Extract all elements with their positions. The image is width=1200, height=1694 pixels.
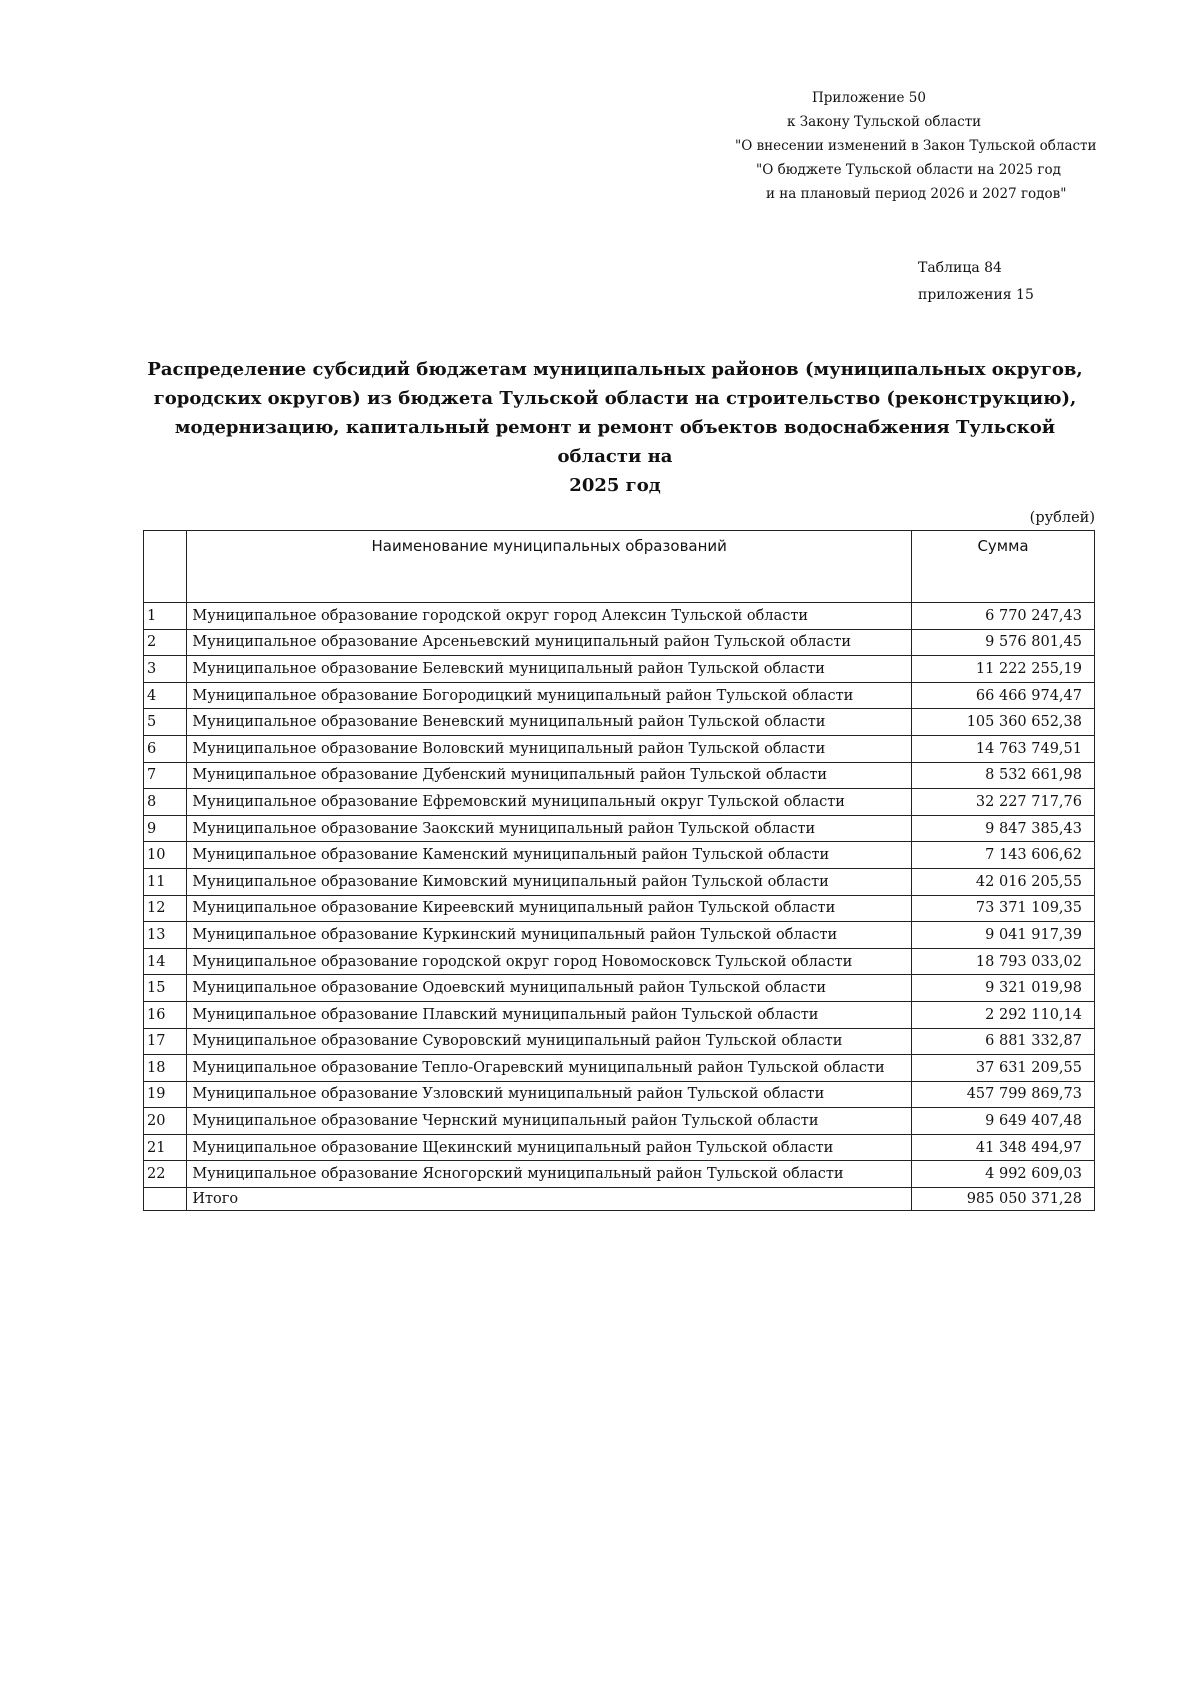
- table-row: [144, 603, 1095, 630]
- row-number: 5: [144, 709, 187, 736]
- table-reference: [918, 255, 1034, 309]
- title-line: 2025 год: [569, 475, 661, 496]
- row-sum: 37 631 209,55: [912, 1055, 1095, 1082]
- total-name: Итого: [187, 1188, 912, 1211]
- subsidy-table: [143, 530, 1095, 1211]
- appendix-note: [700, 86, 1120, 206]
- row-sum: 9 576 801,45: [912, 629, 1095, 656]
- row-sum: 9 847 385,43: [912, 815, 1095, 842]
- row-number: 7: [144, 762, 187, 789]
- row-sum: 8 532 661,98: [912, 762, 1095, 789]
- row-number: 19: [144, 1081, 187, 1108]
- row-sum: 9 041 917,39: [912, 922, 1095, 949]
- row-sum: 457 799 869,73: [912, 1081, 1095, 1108]
- row-name: Муниципальное образование Белевский муниципальный район Тульской области: [187, 656, 912, 683]
- row-name: Муниципальное образование Арсеньевский муниципальный район Тульской области: [187, 629, 912, 656]
- row-name: Муниципальное образование Ефремовский муниципальный округ Тульской области: [187, 789, 912, 816]
- row-name: Муниципальное образование Чернский муниципальный район Тульской области: [187, 1108, 912, 1135]
- total-num: [144, 1188, 187, 1211]
- table-header-row: [144, 531, 1095, 603]
- total-row: [144, 1188, 1095, 1211]
- appendix-number: приложения 15: [918, 287, 1034, 303]
- document-title: [140, 355, 1090, 500]
- table-row: [144, 762, 1095, 789]
- table-body: [144, 603, 1095, 1211]
- row-number: 2: [144, 629, 187, 656]
- row-sum: 105 360 652,38: [912, 709, 1095, 736]
- row-number: 8: [144, 789, 187, 816]
- row-sum: 7 143 606,62: [912, 842, 1095, 869]
- row-name: Муниципальное образование Заокский муниципальный район Тульской области: [187, 815, 912, 842]
- table-row: [144, 656, 1095, 683]
- title-line: городских округов) из бюджета Тульской области на строительство (реконструкцию),: [153, 388, 1077, 409]
- row-number: 17: [144, 1028, 187, 1055]
- table-row: [144, 1001, 1095, 1028]
- appendix-note-line: "О внесении изменений в Закон Тульской области: [735, 138, 1097, 154]
- appendix-note-line: Приложение 50: [812, 90, 926, 106]
- row-name: Муниципальное образование Суворовский муниципальный район Тульской области: [187, 1028, 912, 1055]
- row-name: Муниципальное образование Богородицкий муниципальный район Тульской области: [187, 682, 912, 709]
- row-name: Муниципальное образование Ясногорский муниципальный район Тульской области: [187, 1161, 912, 1188]
- row-sum: 4 992 609,03: [912, 1161, 1095, 1188]
- row-number: 9: [144, 815, 187, 842]
- appendix-note-line: к Закону Тульской области: [787, 114, 982, 130]
- table-row: [144, 629, 1095, 656]
- row-sum: 41 348 494,97: [912, 1134, 1095, 1161]
- table-row: [144, 1161, 1095, 1188]
- table-row: [144, 895, 1095, 922]
- table-row: [144, 815, 1095, 842]
- row-sum: 2 292 110,14: [912, 1001, 1095, 1028]
- row-name: Муниципальное образование Плавский муниципальный район Тульской области: [187, 1001, 912, 1028]
- row-sum: 9 321 019,98: [912, 975, 1095, 1002]
- row-name: Муниципальное образование Щекинский муниципальный район Тульской области: [187, 1134, 912, 1161]
- table-row: [144, 1055, 1095, 1082]
- row-name: Муниципальное образование Киреевский муниципальный район Тульской области: [187, 895, 912, 922]
- table-row: [144, 682, 1095, 709]
- row-sum: 11 222 255,19: [912, 656, 1095, 683]
- table-row: [144, 922, 1095, 949]
- row-sum: 6 770 247,43: [912, 603, 1095, 630]
- row-sum: 6 881 332,87: [912, 1028, 1095, 1055]
- row-number: 6: [144, 735, 187, 762]
- row-number: 14: [144, 948, 187, 975]
- row-name: Муниципальное образование Дубенский муниципальный район Тульской области: [187, 762, 912, 789]
- row-name: Муниципальное образование Тепло-Огаревский муниципальный район Тульской области: [187, 1055, 912, 1082]
- appendix-note-line: и на плановый период 2026 и 2027 годов": [766, 186, 1067, 202]
- row-name: Муниципальное образование Куркинский муниципальный район Тульской области: [187, 922, 912, 949]
- table-number: Таблица 84: [918, 260, 1002, 276]
- table-row: [144, 1081, 1095, 1108]
- row-sum: 9 649 407,48: [912, 1108, 1095, 1135]
- row-number: 4: [144, 682, 187, 709]
- table-row: [144, 842, 1095, 869]
- title-line: Распределение субсидий бюджетам муниципальных районов (муниципальных округов,: [147, 359, 1083, 380]
- row-sum: 14 763 749,51: [912, 735, 1095, 762]
- row-name: Муниципальное образование Кимовский муниципальный район Тульской области: [187, 868, 912, 895]
- row-name: Муниципальное образование Воловский муниципальный район Тульской области: [187, 735, 912, 762]
- row-number: 10: [144, 842, 187, 869]
- row-number: 21: [144, 1134, 187, 1161]
- row-sum: 42 016 205,55: [912, 868, 1095, 895]
- row-name: Муниципальное образование городской округ город Новомосковск Тульской области: [187, 948, 912, 975]
- row-number: 3: [144, 656, 187, 683]
- row-sum: 66 466 974,47: [912, 682, 1095, 709]
- table-row: [144, 948, 1095, 975]
- table-row: [144, 975, 1095, 1002]
- row-number: 11: [144, 868, 187, 895]
- row-sum: 18 793 033,02: [912, 948, 1095, 975]
- table-row: [144, 735, 1095, 762]
- header-sum: Сумма: [912, 531, 1095, 603]
- units-label: (рублей): [1029, 510, 1095, 526]
- row-number: 16: [144, 1001, 187, 1028]
- row-name: Муниципальное образование Каменский муниципальный район Тульской области: [187, 842, 912, 869]
- table-row: [144, 1134, 1095, 1161]
- row-number: 15: [144, 975, 187, 1002]
- row-number: 1: [144, 603, 187, 630]
- header-number: [144, 531, 187, 603]
- row-name: Муниципальное образование Веневский муниципальный район Тульской области: [187, 709, 912, 736]
- table-row: [144, 709, 1095, 736]
- row-number: 20: [144, 1108, 187, 1135]
- row-number: 22: [144, 1161, 187, 1188]
- appendix-note-line: "О бюджете Тульской области на 2025 год: [756, 162, 1061, 178]
- row-name: Муниципальное образование Узловский муниципальный район Тульской области: [187, 1081, 912, 1108]
- row-number: 13: [144, 922, 187, 949]
- header-name: Наименование муниципальных образований: [187, 531, 912, 603]
- row-sum: 32 227 717,76: [912, 789, 1095, 816]
- row-name: Муниципальное образование Одоевский муниципальный район Тульской области: [187, 975, 912, 1002]
- table-row: [144, 789, 1095, 816]
- table-row: [144, 1108, 1095, 1135]
- total-sum: 985 050 371,28: [912, 1188, 1095, 1211]
- row-sum: 73 371 109,35: [912, 895, 1095, 922]
- table-row: [144, 1028, 1095, 1055]
- title-line: модернизацию, капитальный ремонт и ремонт объектов водоснабжения Тульской области на: [174, 417, 1056, 467]
- row-number: 18: [144, 1055, 187, 1082]
- table-row: [144, 868, 1095, 895]
- row-number: 12: [144, 895, 187, 922]
- row-name: Муниципальное образование городской округ город Алексин Тульской области: [187, 603, 912, 630]
